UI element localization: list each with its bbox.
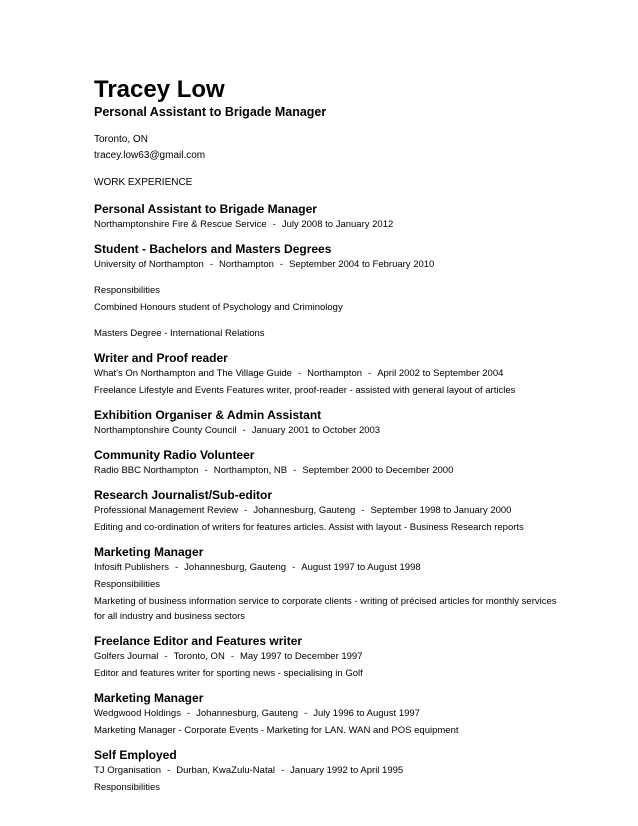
job-meta bbox=[94, 366, 564, 381]
job-meta bbox=[94, 257, 564, 272]
job-title: Student - Bachelors and Masters Degrees bbox=[94, 242, 332, 256]
job-organization: Professional Management Review bbox=[94, 505, 239, 516]
job-title: Community Radio Volunteer bbox=[94, 448, 255, 462]
job-meta bbox=[94, 649, 564, 664]
job-organization: Northamptonshire County Council bbox=[94, 425, 237, 436]
job-location: Johannesburg, Gauteng bbox=[184, 562, 287, 573]
job-meta bbox=[94, 503, 564, 518]
resume-content bbox=[94, 76, 564, 805]
separator: - bbox=[230, 651, 234, 662]
job-description: Responsibilities bbox=[94, 285, 161, 296]
job-entry bbox=[94, 634, 564, 681]
job-dates: July 2008 to January 2012 bbox=[281, 219, 394, 230]
job-meta bbox=[94, 423, 564, 438]
job-location: Northampton bbox=[219, 259, 274, 270]
separator: - bbox=[209, 259, 213, 270]
job-meta bbox=[94, 763, 564, 778]
job-meta bbox=[94, 217, 564, 232]
job-title: Personal Assistant to Brigade Manager bbox=[94, 202, 317, 216]
job-location: Johannesburg, Gauteng bbox=[253, 505, 356, 516]
job-entry bbox=[94, 488, 564, 535]
job-dates: September 2000 to December 2000 bbox=[302, 465, 454, 476]
job-organization: TJ Organisation bbox=[94, 765, 162, 776]
job-entry bbox=[94, 351, 564, 398]
job-description: Marketing of business information service to corporate clients - writing of précised articles for monthly services for all industry and business sectors bbox=[94, 596, 557, 622]
job-entry bbox=[94, 691, 564, 738]
job-entry bbox=[94, 202, 564, 232]
job-entry bbox=[94, 545, 564, 624]
separator: - bbox=[361, 505, 365, 516]
separator: - bbox=[242, 425, 246, 436]
section-heading-work-experience: WORK EXPERIENCE bbox=[94, 177, 193, 188]
separator: - bbox=[279, 259, 284, 270]
job-title: Marketing Manager bbox=[94, 691, 204, 705]
separator: - bbox=[368, 368, 372, 379]
job-location: Toronto, ON bbox=[173, 651, 225, 662]
job-meta bbox=[94, 706, 564, 721]
separator: - bbox=[280, 765, 285, 776]
candidate-email: tracey.low63@gmail.com bbox=[94, 150, 206, 161]
job-dates: September 1998 to January 2000 bbox=[370, 505, 512, 516]
job-title: Writer and Proof reader bbox=[94, 351, 228, 365]
job-meta bbox=[94, 463, 564, 478]
separator: - bbox=[272, 219, 276, 230]
job-description: Editing and co-ordination of writers for features articles. Assist with layout - Business Research reports bbox=[94, 522, 524, 533]
job-organization: Radio BBC Northampton bbox=[94, 465, 199, 476]
job-dates: July 1996 to August 1997 bbox=[313, 708, 420, 719]
job-location: Northampton, NB bbox=[213, 465, 288, 476]
separator: - bbox=[292, 562, 296, 573]
job-description: Responsibilities bbox=[94, 782, 161, 793]
candidate-location: Toronto, ON bbox=[94, 134, 148, 145]
job-organization: University of Northampton bbox=[94, 259, 204, 270]
job-title: Freelance Editor and Features writer bbox=[94, 634, 303, 648]
candidate-name: Tracey Low bbox=[94, 76, 225, 103]
job-entry bbox=[94, 242, 564, 341]
job-title: Marketing Manager bbox=[94, 545, 204, 559]
job-title: Self Employed bbox=[94, 748, 177, 762]
candidate-headline: Personal Assistant to Brigade Manager bbox=[94, 105, 327, 119]
separator: - bbox=[304, 708, 308, 719]
separator: - bbox=[174, 562, 179, 573]
separator: - bbox=[297, 368, 302, 379]
job-dates: April 2002 to September 2004 bbox=[377, 368, 504, 379]
job-location: Northampton bbox=[307, 368, 363, 379]
separator: - bbox=[244, 505, 248, 516]
separator: - bbox=[186, 708, 191, 719]
job-organization: What's On Northampton and The Village Guide bbox=[94, 368, 292, 379]
job-description: Editor and features writer for sporting news - specialising in Golf bbox=[94, 668, 363, 679]
job-description: Marketing Manager - Corporate Events - Marketing for LAN. WAN and POS equipment bbox=[94, 725, 459, 736]
job-dates: January 1992 to April 1995 bbox=[290, 765, 404, 776]
job-title: Exhibition Organiser & Admin Assistant bbox=[94, 408, 322, 422]
job-meta bbox=[94, 560, 564, 575]
job-description: Freelance Lifestyle and Events Features writer, proof-reader - assisted with general layout of articles bbox=[94, 385, 516, 396]
job-description: Responsibilities bbox=[94, 579, 161, 590]
job-dates: August 1997 to August 1998 bbox=[301, 562, 421, 573]
separator: - bbox=[167, 765, 171, 776]
job-entry bbox=[94, 448, 564, 478]
separator: - bbox=[164, 651, 168, 662]
separator: - bbox=[293, 465, 297, 476]
job-organization: Golfers Journal bbox=[94, 651, 159, 662]
job-entry bbox=[94, 748, 564, 795]
job-organization: Infosift Publishers bbox=[94, 562, 169, 573]
separator: - bbox=[204, 465, 208, 476]
job-organization: Wedgwood Holdings bbox=[94, 708, 181, 719]
job-title: Research Journalist/Sub-editor bbox=[94, 488, 273, 502]
job-dates: September 2004 to February 2010 bbox=[289, 259, 435, 270]
job-location: Johannesburg, Gauteng bbox=[196, 708, 299, 719]
job-dates: May 1997 to December 1997 bbox=[239, 651, 363, 662]
job-description: Combined Honours student of Psychology and Criminology bbox=[94, 302, 343, 313]
job-dates: January 2001 to October 2003 bbox=[251, 425, 381, 436]
job-description: Masters Degree - International Relations bbox=[94, 328, 265, 339]
job-organization: Northamptonshire Fire & Rescue Service bbox=[94, 219, 267, 230]
job-location: Durban, KwaZulu-Natal bbox=[176, 765, 275, 776]
job-entry bbox=[94, 408, 564, 438]
